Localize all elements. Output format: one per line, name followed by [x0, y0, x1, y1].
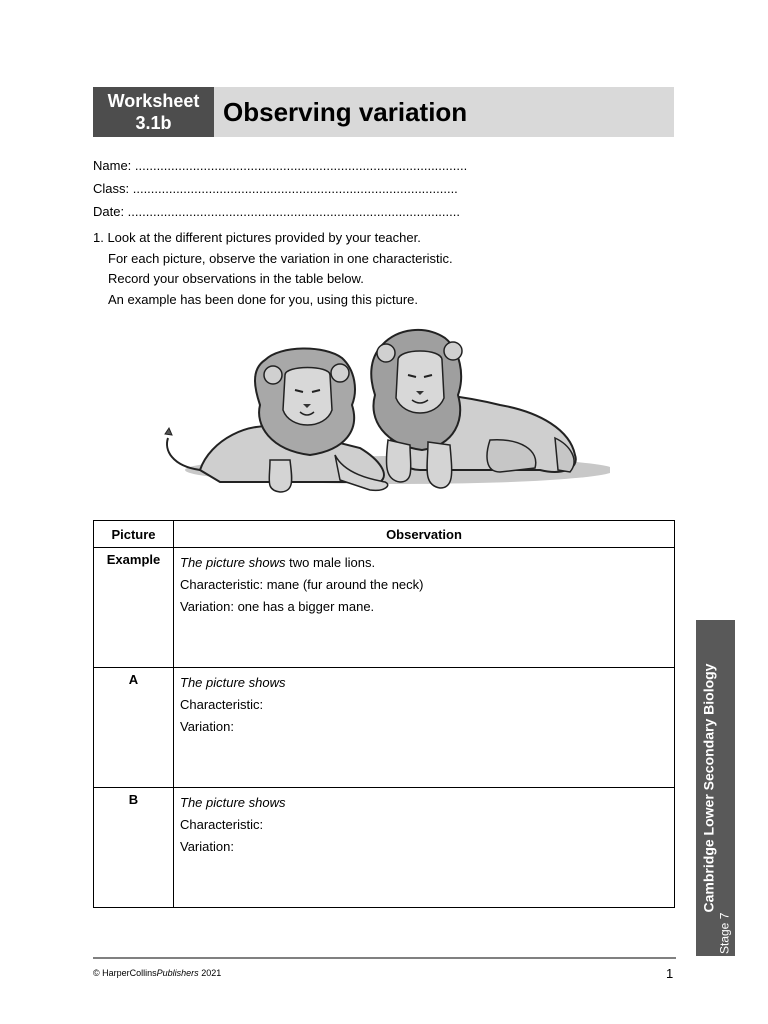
instruction-line-3: Record your observations in the table below.: [108, 271, 364, 286]
lions-illustration: [160, 320, 610, 500]
shows-line: The picture shows: [180, 675, 286, 690]
page-title: Observing variation: [223, 97, 468, 127]
instructions: [93, 228, 453, 310]
copyright: © HarperCollinsPublishers 2021: [93, 968, 222, 978]
shows-line: The picture shows: [180, 795, 286, 810]
observation-table: [93, 520, 675, 908]
instruction-line-1: 1. Look at the different pictures provided by your teacher.: [93, 230, 421, 245]
table-row: [94, 548, 675, 668]
picture-cell: A: [94, 668, 174, 788]
class-field[interactable]: Class: ..........................................................................................: [93, 181, 458, 196]
observation-cell[interactable]: [174, 788, 675, 908]
instruction-line-4: An example has been done for you, using this picture.: [108, 291, 419, 307]
sidebar-text: [700, 620, 731, 956]
table-row: [94, 668, 675, 788]
worksheet-number-badge: [93, 87, 214, 137]
worksheet-number: 3.1b: [135, 113, 172, 133]
stage-label: Stage 7: [717, 912, 731, 954]
left-lion-face: [283, 368, 332, 426]
characteristic-line: Characteristic:: [180, 817, 264, 832]
observation-cell[interactable]: [174, 668, 675, 788]
worksheet-header: [93, 87, 674, 137]
instruction-line-2: For each picture, observe the variation in one characteristic.: [108, 250, 453, 266]
picture-cell: B: [94, 788, 174, 908]
page-number: 1: [666, 966, 674, 981]
characteristic-line: Characteristic:: [180, 697, 264, 712]
shows-line: The picture shows two male lions.: [180, 555, 376, 570]
variation-line: Variation:: [180, 719, 234, 734]
characteristic-line: Characteristic: mane (fur around the neck): [180, 577, 424, 592]
observation-column-header: Observation: [174, 521, 675, 548]
variation-line: Variation:: [180, 839, 234, 854]
name-field[interactable]: Name: ............................................................................................: [93, 158, 468, 173]
series-title: Cambridge Lower Secondary Biology: [700, 663, 716, 913]
picture-column-header: Picture: [94, 521, 174, 548]
table-header-row: [94, 521, 675, 548]
footer-divider: [93, 957, 676, 959]
picture-cell: Example: [94, 548, 174, 668]
observation-cell[interactable]: [174, 548, 675, 668]
series-sidebar: [696, 620, 735, 956]
worksheet-label: Worksheet: [107, 91, 200, 111]
table-row: [94, 788, 675, 908]
date-field[interactable]: Date: ............................................................................................: [93, 204, 460, 219]
variation-line: Variation: one has a bigger mane.: [180, 599, 375, 614]
